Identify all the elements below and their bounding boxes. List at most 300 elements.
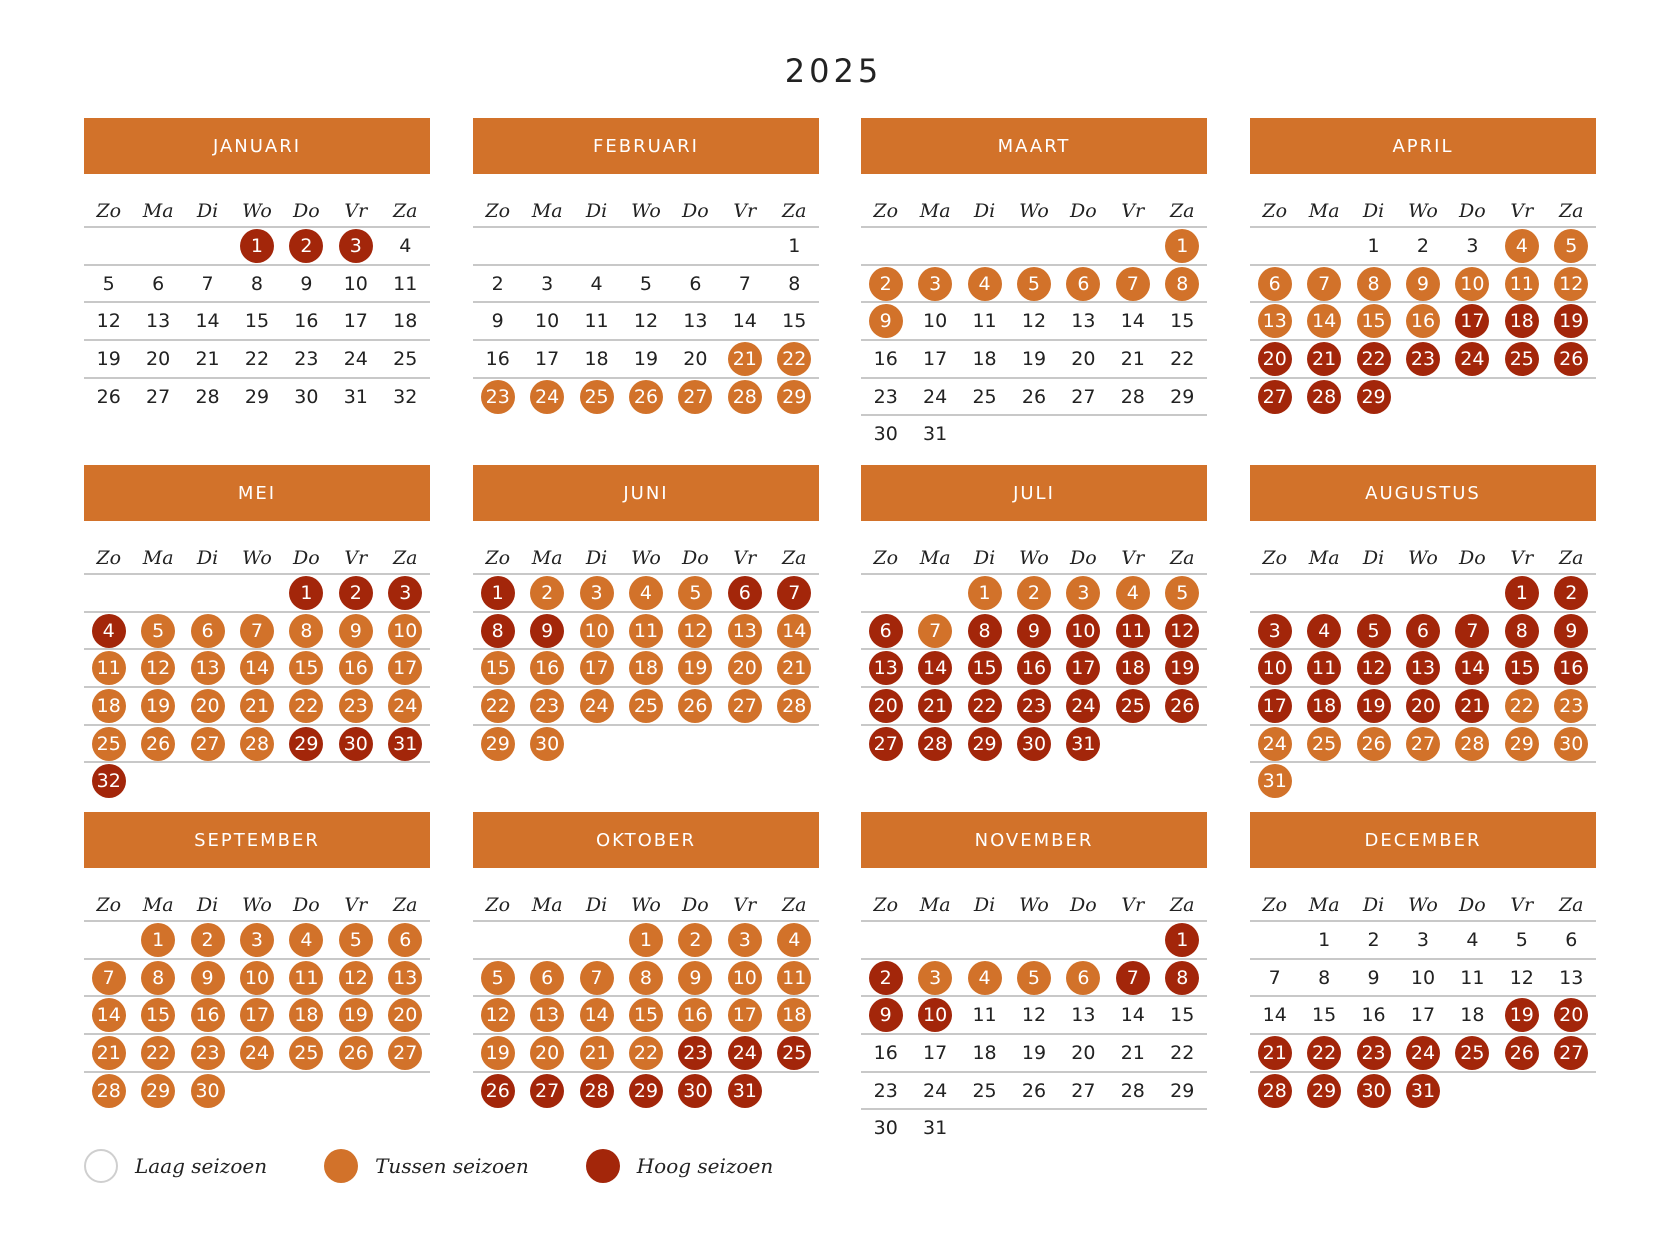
- day-cell: [861, 727, 910, 761]
- day-cell: [84, 961, 133, 995]
- day-cell: [1398, 651, 1447, 685]
- day-high-season: 26: [1505, 1036, 1539, 1070]
- day-high-season: 17: [1066, 651, 1100, 685]
- day-cell: [1398, 342, 1447, 376]
- day-mid-season: 10: [728, 961, 762, 995]
- day-cell: [861, 614, 910, 648]
- day-high-season: 8: [968, 614, 1002, 648]
- day-high-season: 1: [1505, 576, 1539, 610]
- day-cell: [1398, 923, 1447, 957]
- week-row: [84, 958, 430, 996]
- day-low-season: 26: [96, 385, 121, 408]
- day-cell: [1059, 1074, 1108, 1108]
- day-mid-season: 14: [240, 651, 274, 685]
- day-cell: [1398, 961, 1447, 995]
- day-cell: [1398, 998, 1447, 1032]
- day-low-season: 28: [1120, 385, 1145, 408]
- day-cell: [1009, 267, 1058, 301]
- day-mid-season: 19: [481, 1036, 515, 1070]
- day-low-season: 13: [1071, 310, 1096, 333]
- day-mid-season: 23: [1554, 689, 1588, 723]
- day-low-season: 12: [1509, 966, 1534, 989]
- week-row: [84, 724, 430, 762]
- day-cell: [1547, 727, 1596, 761]
- day-cell: [133, 961, 182, 995]
- day-cell: [522, 689, 571, 723]
- day-low-season: 10: [535, 310, 560, 333]
- day-mid-season: 30: [191, 1074, 225, 1108]
- day-cell: [1349, 998, 1398, 1032]
- day-cell: [84, 380, 133, 414]
- day-low-season: 30: [873, 423, 898, 446]
- month-maart: [861, 118, 1207, 452]
- day-cell: [960, 961, 1009, 995]
- day-cell: [1349, 1036, 1398, 1070]
- day-cell: [1250, 614, 1299, 648]
- month-header: DECEMBER: [1250, 812, 1596, 868]
- day-cell: [960, 998, 1009, 1032]
- day-high-season: 1: [1165, 923, 1199, 957]
- day-high-season: 15: [968, 651, 1002, 685]
- day-cell: [861, 1036, 910, 1070]
- day-mid-season: 7: [580, 961, 614, 995]
- weekday-label: Za: [1558, 200, 1584, 222]
- day-mid-season: 7: [1307, 267, 1341, 301]
- day-low-season: 22: [1170, 1041, 1195, 1064]
- day-cell: [84, 764, 133, 798]
- day-mid-season: 2: [191, 923, 225, 957]
- day-cell: [183, 1074, 232, 1108]
- day-cell: [621, 689, 670, 723]
- day-cell: [84, 651, 133, 685]
- day-cell: [1009, 342, 1058, 376]
- day-low-season: 15: [244, 310, 270, 333]
- weekday-label: Za: [1169, 200, 1195, 222]
- day-mid-season: 24: [530, 380, 564, 414]
- weekday-label: Wo: [1019, 547, 1049, 569]
- day-mid-season: 22: [629, 1036, 663, 1070]
- day-cell: [381, 727, 430, 761]
- day-cell: [671, 1036, 720, 1070]
- day-mid-season: 2: [678, 923, 712, 957]
- day-cell: [282, 651, 331, 685]
- day-mid-season: 10: [580, 614, 614, 648]
- day-cell: [84, 998, 133, 1032]
- day-cell: [1059, 304, 1108, 338]
- weekday-label: Di: [973, 200, 996, 222]
- day-high-season: 22: [1357, 342, 1391, 376]
- month-juni: [473, 465, 819, 761]
- day-low-season: 1: [1367, 234, 1380, 257]
- day-low-season: 9: [300, 272, 313, 295]
- day-cell: [1398, 267, 1447, 301]
- day-low-season: 21: [1120, 347, 1145, 370]
- day-high-season: 29: [968, 727, 1002, 761]
- day-low-season: 11: [584, 310, 609, 333]
- day-mid-season: 11: [1505, 267, 1539, 301]
- day-cell: [1448, 267, 1497, 301]
- day-low-season: 6: [689, 272, 702, 295]
- day-high-season: 17: [1258, 689, 1292, 723]
- day-low-season: 23: [873, 1079, 898, 1102]
- month-header: NOVEMBER: [861, 812, 1207, 868]
- day-cell: [960, 576, 1009, 610]
- day-mid-season: 15: [141, 998, 175, 1032]
- weekday-label: Zo: [96, 894, 122, 916]
- day-low-season: 16: [294, 310, 319, 333]
- weekday-label: Do: [1459, 200, 1486, 222]
- day-high-season: 7: [777, 576, 811, 610]
- day-cell: [473, 614, 522, 648]
- day-cell: [960, 380, 1009, 414]
- day-cell: [331, 689, 380, 723]
- day-cell: [522, 961, 571, 995]
- weekday-label: Zo: [873, 200, 899, 222]
- week-row: [84, 686, 430, 724]
- month-december: [1250, 812, 1596, 1108]
- day-cell: [84, 342, 133, 376]
- day-cell: [861, 342, 910, 376]
- weekday-label: Wo: [1019, 894, 1049, 916]
- day-low-season: 6: [152, 272, 165, 295]
- day-mid-season: 19: [339, 998, 373, 1032]
- day-high-season: 11: [1116, 614, 1150, 648]
- week-row: [84, 920, 430, 958]
- week-row: [473, 1033, 819, 1071]
- week-row: [473, 301, 819, 339]
- day-high-season: 9: [1554, 614, 1588, 648]
- day-mid-season: 31: [1258, 764, 1292, 798]
- day-cell: [1497, 614, 1546, 648]
- day-cell: [621, 651, 670, 685]
- day-mid-season: 28: [728, 380, 762, 414]
- weekday-label: Vr: [1121, 200, 1145, 222]
- week-row: [473, 339, 819, 377]
- day-cell: [1108, 342, 1157, 376]
- day-low-season: 13: [1559, 966, 1584, 989]
- day-low-season: 28: [1120, 1079, 1145, 1102]
- weekday-label: Vr: [1121, 547, 1145, 569]
- day-low-season: 3: [1466, 234, 1479, 257]
- week-row: [84, 1071, 430, 1109]
- day-mid-season: 25: [1307, 727, 1341, 761]
- day-cell: [910, 651, 959, 685]
- day-cell: [1448, 689, 1497, 723]
- day-high-season: 21: [1258, 1036, 1292, 1070]
- day-cell: [770, 1036, 819, 1070]
- day-mid-season: 5: [481, 961, 515, 995]
- day-cell: [1250, 961, 1299, 995]
- day-high-season: 18: [1505, 304, 1539, 338]
- day-cell: [1299, 304, 1348, 338]
- day-mid-season: 4: [1505, 229, 1539, 263]
- day-cell: [331, 576, 380, 610]
- day-mid-season: 11: [777, 961, 811, 995]
- week-row: [84, 226, 430, 264]
- weekday-label: Wo: [631, 547, 661, 569]
- day-high-season: 26: [1554, 342, 1588, 376]
- day-cell: [381, 998, 430, 1032]
- day-mid-season: 18: [629, 651, 663, 685]
- day-high-season: 25: [777, 1036, 811, 1070]
- day-cell: [572, 1074, 621, 1108]
- day-cell: [572, 342, 621, 376]
- day-mid-season: 9: [339, 614, 373, 648]
- week-row: [84, 573, 430, 611]
- month-header: JULI: [861, 465, 1207, 521]
- week-row: [1250, 995, 1596, 1033]
- day-mid-season: 25: [580, 380, 614, 414]
- day-high-season: 19: [1554, 304, 1588, 338]
- day-mid-season: 15: [1357, 304, 1391, 338]
- day-cell: [770, 614, 819, 648]
- day-mid-season: 12: [678, 614, 712, 648]
- day-mid-season: 6: [530, 961, 564, 995]
- day-cell: [381, 923, 430, 957]
- day-cell: [1250, 1036, 1299, 1070]
- week-row: [861, 1071, 1207, 1109]
- day-low-season: 18: [972, 1041, 997, 1064]
- day-mid-season: 22: [289, 689, 323, 723]
- day-low-season: 24: [343, 347, 368, 370]
- day-cell: [1009, 1074, 1058, 1108]
- weekday-header-row: [1250, 521, 1596, 573]
- day-high-season: 1: [240, 229, 274, 263]
- day-low-season: 12: [1021, 310, 1047, 333]
- day-mid-season: 12: [339, 961, 373, 995]
- weekday-label: Zo: [1262, 547, 1288, 569]
- day-mid-season: 27: [728, 689, 762, 723]
- weekday-header-row: [861, 521, 1207, 573]
- day-low-season: 18: [393, 310, 418, 333]
- day-cell: [861, 267, 910, 301]
- weekday-label: Vr: [733, 200, 757, 222]
- day-mid-season: 30: [530, 727, 564, 761]
- day-high-season: 4: [92, 614, 126, 648]
- day-cell: [84, 614, 133, 648]
- day-cell: [183, 304, 232, 338]
- weekday-label: Wo: [631, 894, 661, 916]
- week-row: [861, 377, 1207, 415]
- day-mid-season: 4: [968, 267, 1002, 301]
- week-row: [861, 1033, 1207, 1071]
- day-cell: [381, 576, 430, 610]
- day-low-season: 8: [1318, 966, 1331, 989]
- day-high-season: 28: [918, 727, 952, 761]
- day-high-season: 5: [1357, 614, 1391, 648]
- weekday-label: Za: [1169, 894, 1195, 916]
- day-cell: [1448, 304, 1497, 338]
- day-cell: [1108, 998, 1157, 1032]
- month-januari: [84, 118, 430, 414]
- day-cell: [522, 1036, 571, 1070]
- day-cell: [84, 689, 133, 723]
- day-cell: [1497, 998, 1546, 1032]
- day-low-season: 14: [1120, 1004, 1145, 1027]
- day-mid-season: 15: [629, 998, 663, 1032]
- week-row: [473, 611, 819, 649]
- day-low-season: 18: [584, 347, 609, 370]
- day-low-season: 20: [1071, 1041, 1096, 1064]
- day-cell: [1059, 380, 1108, 414]
- day-cell: [1349, 229, 1398, 263]
- week-row: [473, 1071, 819, 1109]
- day-low-season: 21: [1120, 1041, 1145, 1064]
- day-cell: [1009, 689, 1058, 723]
- day-mid-season: 11: [289, 961, 323, 995]
- day-cell: [572, 689, 621, 723]
- legend-swatch: [324, 1149, 358, 1183]
- day-mid-season: 23: [530, 689, 564, 723]
- day-low-season: 11: [972, 310, 997, 333]
- weekday-label: Ma: [142, 200, 174, 222]
- day-mid-season: 14: [92, 998, 126, 1032]
- day-low-season: 20: [1071, 347, 1096, 370]
- week-row: [861, 573, 1207, 611]
- day-cell: [1059, 689, 1108, 723]
- day-cell: [473, 998, 522, 1032]
- day-cell: [1547, 689, 1596, 723]
- day-mid-season: 18: [777, 998, 811, 1032]
- day-low-season: 30: [294, 385, 319, 408]
- day-low-season: 11: [1460, 966, 1485, 989]
- day-cell: [910, 1036, 959, 1070]
- month-header: MAART: [861, 118, 1207, 174]
- day-mid-season: 10: [388, 614, 422, 648]
- week-row: [1250, 686, 1596, 724]
- day-cell: [282, 998, 331, 1032]
- day-cell: [183, 727, 232, 761]
- day-cell: [1497, 1036, 1546, 1070]
- legend-item-low: [84, 1149, 267, 1183]
- day-mid-season: 7: [240, 614, 274, 648]
- day-high-season: 8: [1165, 961, 1199, 995]
- day-mid-season: 29: [1505, 727, 1539, 761]
- week-row: [861, 724, 1207, 762]
- day-cell: [960, 651, 1009, 685]
- day-cell: [331, 651, 380, 685]
- day-cell: [84, 304, 133, 338]
- day-low-season: 24: [923, 1079, 948, 1102]
- day-cell: [1497, 304, 1546, 338]
- day-high-season: 2: [869, 961, 903, 995]
- day-low-season: 32: [393, 385, 418, 408]
- day-cell: [1547, 576, 1596, 610]
- week-row: [473, 995, 819, 1033]
- day-cell: [1349, 923, 1398, 957]
- weekday-label: Wo: [1408, 894, 1438, 916]
- month-april: [1250, 118, 1596, 414]
- week-row: [861, 1108, 1207, 1146]
- day-low-season: 14: [1120, 310, 1145, 333]
- weekday-label: Wo: [1408, 200, 1438, 222]
- day-mid-season: 4: [629, 576, 663, 610]
- day-cell: [1497, 923, 1546, 957]
- day-cell: [910, 961, 959, 995]
- week-row: [84, 995, 430, 1033]
- day-cell: [572, 651, 621, 685]
- day-cell: [671, 380, 720, 414]
- day-cell: [133, 614, 182, 648]
- weekday-header-row: [84, 868, 430, 920]
- day-low-season: 12: [96, 310, 121, 333]
- day-cell: [1547, 961, 1596, 995]
- day-cell: [861, 998, 910, 1032]
- day-cell: [720, 380, 769, 414]
- day-cell: [572, 267, 621, 301]
- week-row: [1250, 226, 1596, 264]
- day-low-season: 14: [732, 310, 757, 333]
- day-cell: [1108, 304, 1157, 338]
- day-cell: [522, 304, 571, 338]
- day-cell: [1448, 1036, 1497, 1070]
- day-low-season: 22: [1170, 347, 1195, 370]
- day-low-season: 29: [244, 385, 270, 408]
- day-cell: [720, 961, 769, 995]
- day-cell: [572, 304, 621, 338]
- day-high-season: 21: [1307, 342, 1341, 376]
- day-cell: [331, 267, 380, 301]
- day-mid-season: 5: [678, 576, 712, 610]
- day-high-season: 3: [388, 576, 422, 610]
- day-cell: [1349, 342, 1398, 376]
- day-cell: [1398, 1074, 1447, 1108]
- day-cell: [621, 961, 670, 995]
- day-mid-season: 12: [481, 998, 515, 1032]
- day-low-season: 23: [873, 385, 898, 408]
- calendar-grid: [84, 118, 1596, 1148]
- weekday-label: Za: [1558, 894, 1584, 916]
- weekday-label: Di: [585, 894, 608, 916]
- day-low-season: 15: [1312, 1004, 1337, 1027]
- day-mid-season: 17: [240, 998, 274, 1032]
- day-mid-season: 20: [191, 689, 225, 723]
- day-cell: [1158, 229, 1207, 263]
- day-cell: [671, 998, 720, 1032]
- day-high-season: 24: [1066, 689, 1100, 723]
- day-high-season: 15: [1505, 651, 1539, 685]
- weekday-header-row: [84, 174, 430, 226]
- weekday-label: Wo: [242, 200, 272, 222]
- weekday-header-row: [473, 174, 819, 226]
- day-mid-season: 29: [481, 727, 515, 761]
- week-row: [84, 377, 430, 415]
- day-cell: [621, 614, 670, 648]
- day-high-season: 7: [1455, 614, 1489, 648]
- week-row: [861, 226, 1207, 264]
- day-high-season: 9: [530, 614, 564, 648]
- day-cell: [1108, 651, 1157, 685]
- day-cell: [183, 380, 232, 414]
- day-cell: [1349, 304, 1398, 338]
- week-row: [861, 995, 1207, 1033]
- day-high-season: 3: [1258, 614, 1292, 648]
- weekday-label: Vr: [733, 547, 757, 569]
- day-mid-season: 20: [388, 998, 422, 1032]
- day-cell: [473, 1036, 522, 1070]
- week-row: [861, 611, 1207, 649]
- week-row: [473, 724, 819, 762]
- day-cell: [1059, 576, 1108, 610]
- day-cell: [1299, 923, 1348, 957]
- day-low-season: 23: [294, 347, 319, 370]
- week-row: [84, 264, 430, 302]
- day-low-season: 20: [683, 347, 708, 370]
- day-cell: [1497, 229, 1546, 263]
- day-cell: [1299, 727, 1348, 761]
- day-cell: [1497, 267, 1546, 301]
- day-cell: [282, 267, 331, 301]
